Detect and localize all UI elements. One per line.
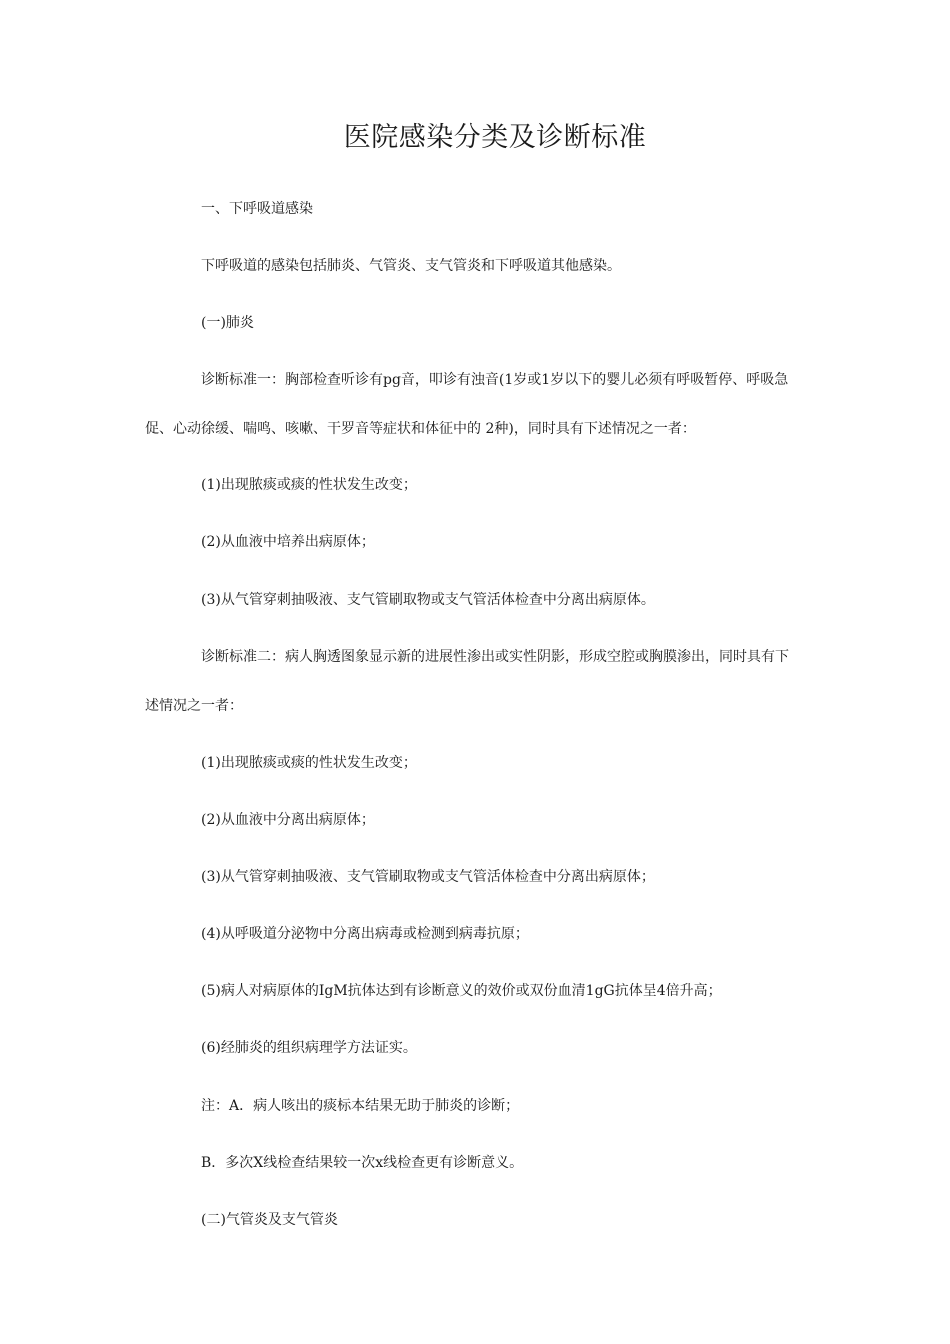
note-a: 注：A．病人咳出的痰标本结果无助于肺炎的诊断； [201, 1098, 520, 1114]
criterion-two-item-3: (3)从气管穿刺抽吸液、支气管刷取物或支气管活体检查中分离出病原体； [201, 869, 655, 885]
note-b: B．多次X线检查结果较一次x线检查更有诊断意义。 [201, 1155, 524, 1171]
criterion-two-line-2: 述情况之一者： [145, 698, 243, 714]
criterion-two-item-4: (4)从呼吸道分泌物中分离出病毒或检测到病毒抗原； [201, 926, 529, 942]
criterion-one-line-1: 诊断标准一：胸部检查听诊有pg音，叩诊有浊音(1岁或1岁以下的婴儿必须有呼吸暂停、呼吸急 [201, 372, 789, 388]
criterion-one-line-2: 促、心动徐缓、喘鸣、咳嗽、干罗音等症状和体征中的 2种)，同时具有下述情况之一者： [145, 421, 696, 437]
criterion-one-item-3: (3)从气管穿刺抽吸液、支气管刷取物或支气管活体检查中分离出病原体。 [201, 592, 655, 608]
paragraph-intro: 下呼吸道的感染包括肺炎、气管炎、支气管炎和下呼吸道其他感染。 [201, 258, 621, 274]
document-title: 医院感染分类及诊断标准 [343, 122, 647, 153]
criterion-two-line-1: 诊断标准二：病人胸透图象显示新的进展性渗出或实性阴影，形成空腔或胸膜渗出，同时具有下 [201, 649, 789, 665]
criterion-one-item-1: (1)出现脓痰或痰的性状发生改变； [201, 477, 417, 493]
criterion-two-item-1: (1)出现脓痰或痰的性状发生改变； [201, 755, 417, 771]
criterion-two-item-2: (2)从血液中分离出病原体； [201, 812, 375, 828]
criterion-two-item-6: (6)经肺炎的组织病理学方法证实。 [201, 1040, 417, 1056]
subsection-heading-bronchitis: (二)气管炎及支气管炎 [201, 1212, 338, 1228]
criterion-one-item-2: (2)从血液中培养出病原体； [201, 534, 375, 550]
section-heading-lower-respiratory: 一、下呼吸道感染 [201, 201, 313, 217]
subsection-heading-pneumonia: (一)肺炎 [201, 315, 254, 331]
criterion-two-item-5: (5)病人对病原体的IgM抗体达到有诊断意义的效价或双份血清1gG抗体呈4倍升高； [201, 983, 722, 999]
